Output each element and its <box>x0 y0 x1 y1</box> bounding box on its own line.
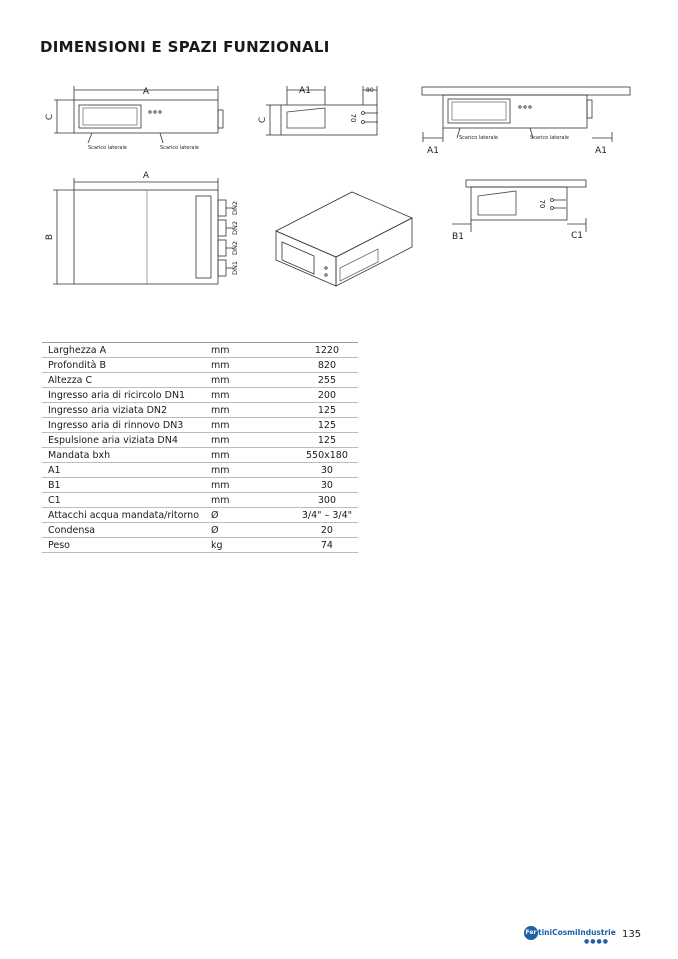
logo-badge: Fer <box>524 926 538 940</box>
top-view-drawing <box>53 178 233 284</box>
label-80-side: 80 <box>366 87 374 94</box>
label-port-dn2-c: DN2 <box>231 240 239 256</box>
table-row <box>42 493 358 508</box>
label-install-discharge-left: Scarico laterale <box>459 135 498 141</box>
table-row <box>42 478 358 493</box>
front-view-drawing <box>54 86 223 143</box>
spec-value-cell: 200 <box>296 388 358 403</box>
spec-name-cell: Larghezza A <box>42 343 205 358</box>
spec-name-cell: Altezza C <box>42 373 205 388</box>
ceiling-side-view-drawing <box>452 180 586 232</box>
spec-value-cell: 30 <box>296 463 358 478</box>
spec-name-cell: Ingresso aria di rinnovo DN3 <box>42 418 205 433</box>
table-row <box>42 343 358 358</box>
spec-name-cell: Attacchi acqua mandata/ritorno <box>42 508 205 523</box>
spec-name-cell: Espulsione aria viziata DN4 <box>42 433 205 448</box>
spec-unit-cell: mm <box>205 388 296 403</box>
spec-unit-cell: Ø <box>205 508 296 523</box>
label-port-dn2-b: DN2 <box>231 220 239 236</box>
label-70-side: 70 <box>349 113 357 123</box>
label-a1-install-right: A1 <box>595 146 607 156</box>
spec-value-cell: 125 <box>296 418 358 433</box>
spec-unit-cell: mm <box>205 493 296 508</box>
label-b-top: B <box>45 233 55 241</box>
installation-view-drawing <box>422 87 630 142</box>
isometric-view-drawing <box>276 192 412 286</box>
spec-table <box>42 342 358 553</box>
spec-unit-cell: mm <box>205 373 296 388</box>
spec-value-cell: 125 <box>296 433 358 448</box>
label-port-dn2-a: DN2 <box>231 200 239 216</box>
label-install-discharge-right: Scarico laterale <box>530 135 569 141</box>
spec-unit-cell: Ø <box>205 523 296 538</box>
table-row <box>42 538 358 553</box>
table-row <box>42 403 358 418</box>
table-row <box>42 418 358 433</box>
spec-unit-cell: mm <box>205 343 296 358</box>
page-title: DIMENSIONI E SPAZI FUNZIONALI <box>40 38 330 56</box>
label-port-dn1: DN1 <box>231 260 239 276</box>
spec-value-cell: 3/4" – 3/4" <box>296 508 358 523</box>
spec-name-cell: Mandata bxh <box>42 448 205 463</box>
spec-value-cell: 74 <box>296 538 358 553</box>
spec-unit-cell: mm <box>205 418 296 433</box>
spec-value-cell: 1220 <box>296 343 358 358</box>
spec-value-cell: 820 <box>296 358 358 373</box>
spec-name-cell: B1 <box>42 478 205 493</box>
spec-name-cell: C1 <box>42 493 205 508</box>
drawings-svg <box>0 0 678 330</box>
spec-name-cell: Peso <box>42 538 205 553</box>
table-row <box>42 508 358 523</box>
spec-unit-cell: mm <box>205 433 296 448</box>
spec-unit-cell: mm <box>205 358 296 373</box>
logo-text: tiniCosmiIndustrie <box>538 928 616 937</box>
spec-value-cell: 125 <box>296 403 358 418</box>
label-a1-install-left: A1 <box>427 146 439 156</box>
table-row <box>42 463 358 478</box>
label-70-ceiling: 70 <box>538 199 546 209</box>
spec-value-cell: 30 <box>296 478 358 493</box>
spec-name-cell: Condensa <box>42 523 205 538</box>
spec-value-cell: 255 <box>296 373 358 388</box>
spec-value-cell: 20 <box>296 523 358 538</box>
label-a1-side: A1 <box>299 86 311 96</box>
spec-name-cell: Ingresso aria viziata DN2 <box>42 403 205 418</box>
label-a-top: A <box>142 171 150 181</box>
label-c1: C1 <box>570 231 584 241</box>
table-row <box>42 523 358 538</box>
label-b1: B1 <box>452 232 464 242</box>
spec-value-cell: 550x180 <box>296 448 358 463</box>
spec-name-cell: Profondità B <box>42 358 205 373</box>
label-c-front: C <box>45 113 55 121</box>
label-a-front: A <box>142 87 150 97</box>
table-row <box>42 433 358 448</box>
spec-unit-cell: mm <box>205 478 296 493</box>
table-row <box>42 373 358 388</box>
spec-value-cell: 300 <box>296 493 358 508</box>
spec-table-body <box>42 343 358 553</box>
table-row <box>42 358 358 373</box>
technical-drawings <box>0 0 678 330</box>
spec-unit-cell: kg <box>205 538 296 553</box>
label-c-side: C <box>258 116 268 124</box>
spec-unit-cell: mm <box>205 403 296 418</box>
side-view-drawing <box>266 86 378 135</box>
label-discharge-right: Scarico laterale <box>160 145 199 151</box>
label-discharge-left: Scarico laterale <box>88 145 127 151</box>
logo-dots-icon: ●●●● <box>584 938 609 945</box>
spec-unit-cell: mm <box>205 463 296 478</box>
spec-name-cell: Ingresso aria di ricircolo DN1 <box>42 388 205 403</box>
spec-name-cell: A1 <box>42 463 205 478</box>
table-row <box>42 388 358 403</box>
spec-unit-cell: mm <box>205 448 296 463</box>
table-row <box>42 448 358 463</box>
brand-logo <box>524 926 616 946</box>
page-number: 135 <box>622 929 642 940</box>
